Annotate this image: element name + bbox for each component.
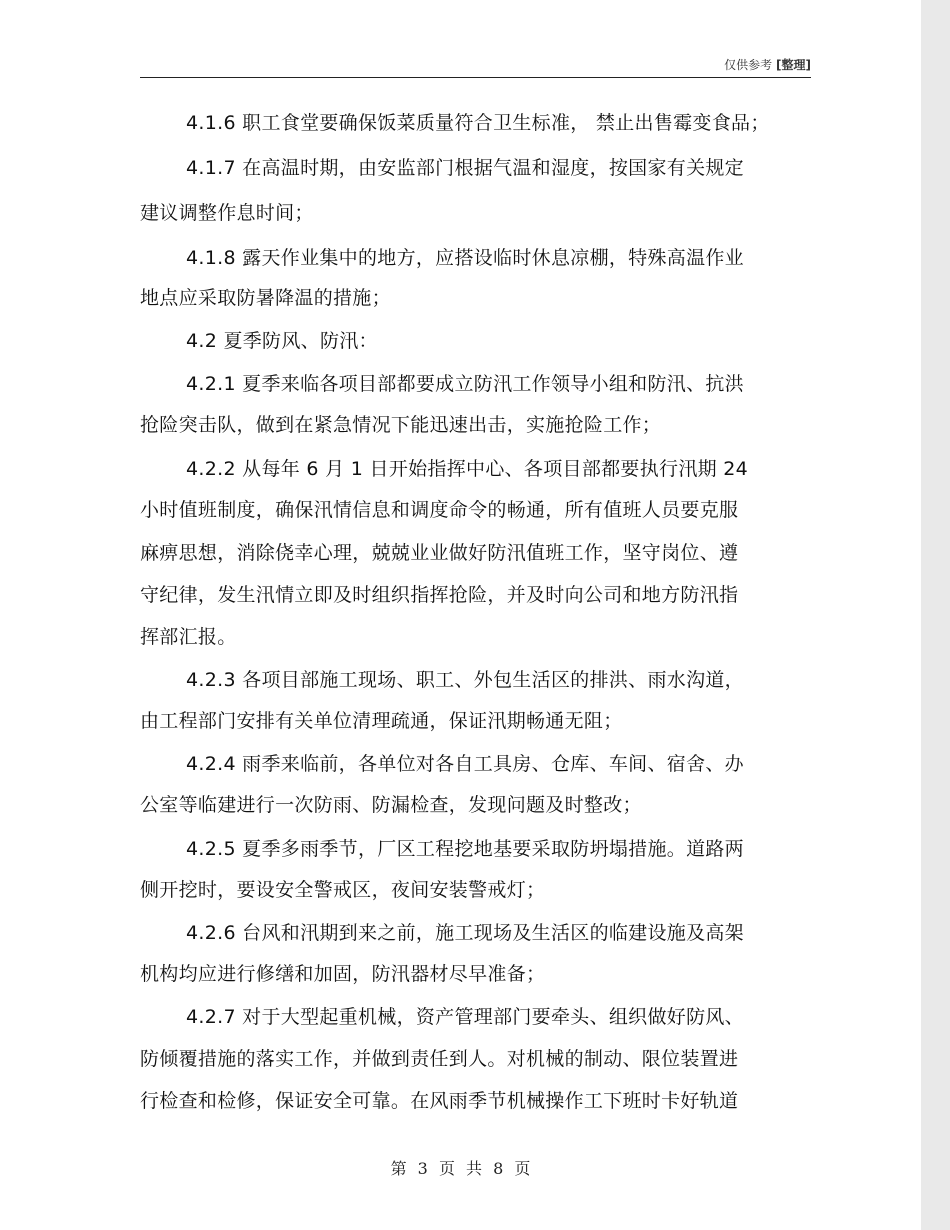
body-line: 麻痹思想，消除侥幸心理，兢兢业业做好防汛值班工作，坚守岗位、遵 bbox=[140, 542, 739, 564]
body-line: 4.2 夏季防风、防汛： bbox=[186, 330, 378, 352]
body-line: 公室等临建进行一次防雨、防漏检查，发现问题及时整改； bbox=[140, 794, 642, 816]
body-line: 机构均应进行修缮和加固，防汛器材尽早准备； bbox=[140, 963, 546, 985]
body-line: 抢险突击队，做到在紧急情况下能迅速出击，实施抢险工作； bbox=[140, 414, 662, 436]
page-footer: 第 3 页 共 8 页 bbox=[390, 1159, 531, 1178]
body-line: 行检查和检修，保证安全可靠。在风雨季节机械操作工下班时卡好轨道 bbox=[140, 1090, 739, 1112]
body-line: 由工程部门安排有关单位清理疏通，保证汛期畅通无阻； bbox=[140, 710, 623, 732]
body-line: 4.2.1 夏季来临各项目部都要成立防汛工作领导小组和防汛、抗洪 bbox=[186, 373, 744, 395]
body-line: 建议调整作息时间； bbox=[140, 202, 314, 224]
body-line: 4.2.6 台风和汛期到来之前，施工现场及生活区的临建设施及高架 bbox=[186, 922, 744, 944]
header-bracket: [整理] bbox=[776, 58, 811, 72]
body-line: 4.1.8 露天作业集中的地方，应搭设临时休息凉棚，特殊高温作业 bbox=[186, 247, 744, 269]
body-line: 挥部汇报。 bbox=[140, 626, 237, 648]
body-line: 守纪律，发生汛情立即及时组织指挥抢险，并及时向公司和地方防汛指 bbox=[140, 584, 739, 606]
body-line: 地点应采取防暑降温的措施； bbox=[140, 287, 391, 309]
header-rule bbox=[140, 77, 811, 78]
body-line: 4.2.4 雨季来临前，各单位对各自工具房、仓库、车间、宿舍、办 bbox=[186, 753, 744, 775]
body-line: 4.1.6 职工食堂要确保饭菜质量符合卫生标准， 禁止出售霉变食品； bbox=[186, 112, 770, 134]
body-line: 4.2.5 夏季多雨季节，厂区工程挖地基要采取防坍塌措施。道路两 bbox=[186, 838, 744, 860]
body-line: 防倾覆措施的落实工作，并做到责任到人。对机械的制动、限位装置进 bbox=[140, 1048, 739, 1070]
header-label: 仅供参考 bbox=[724, 58, 773, 72]
body-line: 4.2.7 对于大型起重机械，资产管理部门要牵头、组织做好防风、 bbox=[186, 1006, 744, 1028]
body-line: 4.1.7 在高温时期，由安监部门根据气温和湿度，按国家有关规定 bbox=[186, 157, 744, 179]
body-line: 4.2.2 从每年 6 月 1 日开始指挥中心、各项目部都要执行汛期 24 bbox=[186, 458, 749, 480]
page-header bbox=[140, 56, 811, 73]
body-line: 小时值班制度，确保汛情信息和调度命令的畅通，所有值班人员要克服 bbox=[140, 499, 739, 521]
body-line: 侧开挖时，要设安全警戒区，夜间安装警戒灯； bbox=[140, 879, 546, 901]
body-line: 4.2.3 各项目部施工现场、职工、外包生活区的排洪、雨水沟道， bbox=[186, 669, 744, 691]
